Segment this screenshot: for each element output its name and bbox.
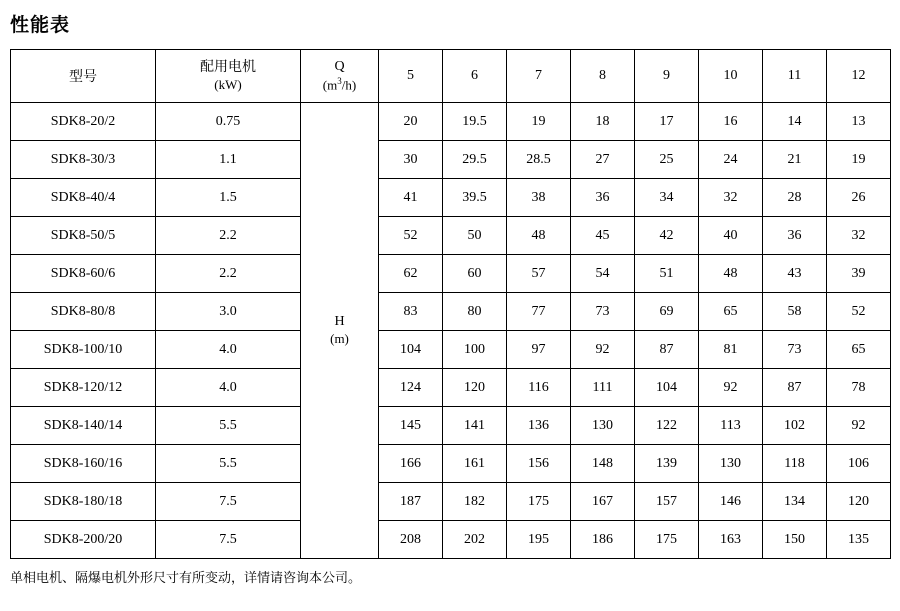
cell-value: 104 bbox=[635, 369, 699, 407]
cell-motor: 2.2 bbox=[156, 217, 301, 255]
table-row bbox=[11, 369, 891, 407]
column-header-flow-10: 10 bbox=[699, 50, 763, 103]
cell-value: 14 bbox=[763, 103, 827, 141]
table-row bbox=[11, 255, 891, 293]
cell-value: 43 bbox=[763, 255, 827, 293]
cell-value: 13 bbox=[827, 103, 891, 141]
cell-value: 73 bbox=[763, 331, 827, 369]
h-unit: (m) bbox=[330, 331, 349, 347]
cell-motor: 1.1 bbox=[156, 141, 301, 179]
cell-value: 100 bbox=[443, 331, 507, 369]
cell-value: 130 bbox=[699, 445, 763, 483]
cell-value: 17 bbox=[635, 103, 699, 141]
q-label: Q bbox=[334, 59, 345, 75]
cell-value: 34 bbox=[635, 179, 699, 217]
table-row bbox=[11, 407, 891, 445]
cell-model: SDK8-160/16 bbox=[11, 445, 156, 483]
cell-value: 175 bbox=[635, 521, 699, 559]
cell-value: 42 bbox=[635, 217, 699, 255]
column-header-flow-6: 6 bbox=[443, 50, 507, 103]
cell-motor: 1.5 bbox=[156, 179, 301, 217]
column-header-flow-11: 11 bbox=[763, 50, 827, 103]
cell-value: 87 bbox=[763, 369, 827, 407]
cell-value: 175 bbox=[507, 483, 571, 521]
table-row bbox=[11, 141, 891, 179]
column-header-flow-9: 9 bbox=[635, 50, 699, 103]
cell-value: 40 bbox=[699, 217, 763, 255]
cell-value: 87 bbox=[635, 331, 699, 369]
column-header-motor bbox=[156, 50, 301, 103]
motor-label: 配用电机 bbox=[200, 59, 256, 76]
cell-value: 208 bbox=[379, 521, 443, 559]
cell-value: 19 bbox=[507, 103, 571, 141]
cell-value: 130 bbox=[571, 407, 635, 445]
q-unit-suffix: /h) bbox=[341, 77, 357, 93]
cell-value: 167 bbox=[571, 483, 635, 521]
cell-value: 60 bbox=[443, 255, 507, 293]
cell-value: 32 bbox=[827, 217, 891, 255]
q-unit bbox=[301, 76, 378, 94]
cell-value: 120 bbox=[443, 369, 507, 407]
cell-model: SDK8-50/5 bbox=[11, 217, 156, 255]
cell-value: 16 bbox=[699, 103, 763, 141]
cell-value: 81 bbox=[699, 331, 763, 369]
table-row bbox=[11, 445, 891, 483]
column-header-model: 型号 bbox=[11, 50, 156, 103]
column-header-flow-5: 5 bbox=[379, 50, 443, 103]
cell-value: 202 bbox=[443, 521, 507, 559]
footnote: 单相电机、隔爆电机外形尺寸有所变动，详情请咨询本公司。 bbox=[10, 571, 362, 586]
cell-motor: 5.5 bbox=[156, 445, 301, 483]
cell-value: 80 bbox=[443, 293, 507, 331]
cell-value: 36 bbox=[763, 217, 827, 255]
column-header-q bbox=[301, 50, 379, 103]
cell-value: 77 bbox=[507, 293, 571, 331]
cell-value: 136 bbox=[507, 407, 571, 445]
table-row bbox=[11, 521, 891, 559]
cell-value: 25 bbox=[635, 141, 699, 179]
cell-value: 24 bbox=[699, 141, 763, 179]
cell-value: 73 bbox=[571, 293, 635, 331]
cell-value: 48 bbox=[699, 255, 763, 293]
cell-value: 19 bbox=[827, 141, 891, 179]
cell-value: 97 bbox=[507, 331, 571, 369]
table-row bbox=[11, 179, 891, 217]
cell-value: 150 bbox=[763, 521, 827, 559]
cell-motor: 7.5 bbox=[156, 483, 301, 521]
cell-value: 54 bbox=[571, 255, 635, 293]
cell-value: 32 bbox=[699, 179, 763, 217]
cell-value: 83 bbox=[379, 293, 443, 331]
cell-value: 20 bbox=[379, 103, 443, 141]
page-title: 性能表 bbox=[10, 14, 71, 36]
cell-value: 116 bbox=[507, 369, 571, 407]
h-label: H bbox=[334, 313, 345, 329]
cell-value: 135 bbox=[827, 521, 891, 559]
cell-value: 57 bbox=[507, 255, 571, 293]
column-header-flow-7: 7 bbox=[507, 50, 571, 103]
cell-value: 52 bbox=[379, 217, 443, 255]
cell-value: 27 bbox=[571, 141, 635, 179]
cell-model: SDK8-180/18 bbox=[11, 483, 156, 521]
column-header-flow-8: 8 bbox=[571, 50, 635, 103]
cell-motor: 4.0 bbox=[156, 369, 301, 407]
cell-model: SDK8-40/4 bbox=[11, 179, 156, 217]
cell-value: 122 bbox=[635, 407, 699, 445]
cell-value: 62 bbox=[379, 255, 443, 293]
cell-value: 45 bbox=[571, 217, 635, 255]
cell-value: 39.5 bbox=[443, 179, 507, 217]
cell-value: 58 bbox=[763, 293, 827, 331]
cell-value: 19.5 bbox=[443, 103, 507, 141]
cell-value: 36 bbox=[571, 179, 635, 217]
cell-value: 78 bbox=[827, 369, 891, 407]
cell-value: 51 bbox=[635, 255, 699, 293]
cell-value: 113 bbox=[699, 407, 763, 445]
cell-value: 69 bbox=[635, 293, 699, 331]
q-unit-prefix: (m bbox=[322, 77, 338, 93]
table-row bbox=[11, 217, 891, 255]
cell-value: 120 bbox=[827, 483, 891, 521]
cell-value: 186 bbox=[571, 521, 635, 559]
cell-motor: 4.0 bbox=[156, 331, 301, 369]
cell-value: 166 bbox=[379, 445, 443, 483]
cell-value: 106 bbox=[827, 445, 891, 483]
cell-value: 50 bbox=[443, 217, 507, 255]
cell-value: 139 bbox=[635, 445, 699, 483]
cell-model: SDK8-120/12 bbox=[11, 369, 156, 407]
cell-value: 30 bbox=[379, 141, 443, 179]
cell-value: 48 bbox=[507, 217, 571, 255]
cell-value: 161 bbox=[443, 445, 507, 483]
cell-head-label bbox=[301, 103, 379, 559]
table-row bbox=[11, 483, 891, 521]
cell-value: 29.5 bbox=[443, 141, 507, 179]
cell-value: 28 bbox=[763, 179, 827, 217]
cell-value: 124 bbox=[379, 369, 443, 407]
cell-value: 92 bbox=[571, 331, 635, 369]
cell-value: 102 bbox=[763, 407, 827, 445]
cell-motor: 2.2 bbox=[156, 255, 301, 293]
performance-table bbox=[10, 49, 891, 559]
cell-value: 146 bbox=[699, 483, 763, 521]
cell-motor: 7.5 bbox=[156, 521, 301, 559]
cell-model: SDK8-30/3 bbox=[11, 141, 156, 179]
cell-model: SDK8-20/2 bbox=[11, 103, 156, 141]
cell-value: 52 bbox=[827, 293, 891, 331]
cell-value: 163 bbox=[699, 521, 763, 559]
cell-model: SDK8-100/10 bbox=[11, 331, 156, 369]
cell-model: SDK8-60/6 bbox=[11, 255, 156, 293]
table-row bbox=[11, 331, 891, 369]
cell-value: 65 bbox=[827, 331, 891, 369]
cell-model: SDK8-200/20 bbox=[11, 521, 156, 559]
cell-value: 92 bbox=[699, 369, 763, 407]
table-row bbox=[11, 103, 891, 141]
cell-value: 157 bbox=[635, 483, 699, 521]
cell-value: 21 bbox=[763, 141, 827, 179]
cell-value: 118 bbox=[763, 445, 827, 483]
q-unit-exponent: 3 bbox=[337, 75, 342, 86]
cell-value: 26 bbox=[827, 179, 891, 217]
cell-value: 141 bbox=[443, 407, 507, 445]
cell-value: 39 bbox=[827, 255, 891, 293]
cell-value: 156 bbox=[507, 445, 571, 483]
cell-model: SDK8-80/8 bbox=[11, 293, 156, 331]
cell-value: 65 bbox=[699, 293, 763, 331]
table-row bbox=[11, 293, 891, 331]
cell-motor: 0.75 bbox=[156, 103, 301, 141]
cell-value: 111 bbox=[571, 369, 635, 407]
cell-model: SDK8-140/14 bbox=[11, 407, 156, 445]
cell-value: 41 bbox=[379, 179, 443, 217]
cell-value: 195 bbox=[507, 521, 571, 559]
cell-value: 148 bbox=[571, 445, 635, 483]
cell-motor: 5.5 bbox=[156, 407, 301, 445]
cell-value: 182 bbox=[443, 483, 507, 521]
column-header-flow-12: 12 bbox=[827, 50, 891, 103]
cell-value: 38 bbox=[507, 179, 571, 217]
cell-value: 187 bbox=[379, 483, 443, 521]
cell-motor: 3.0 bbox=[156, 293, 301, 331]
cell-value: 28.5 bbox=[507, 141, 571, 179]
table-header-row bbox=[11, 50, 891, 103]
cell-value: 92 bbox=[827, 407, 891, 445]
cell-value: 18 bbox=[571, 103, 635, 141]
cell-value: 104 bbox=[379, 331, 443, 369]
cell-value: 145 bbox=[379, 407, 443, 445]
motor-unit: (kW) bbox=[214, 76, 242, 92]
cell-value: 134 bbox=[763, 483, 827, 521]
